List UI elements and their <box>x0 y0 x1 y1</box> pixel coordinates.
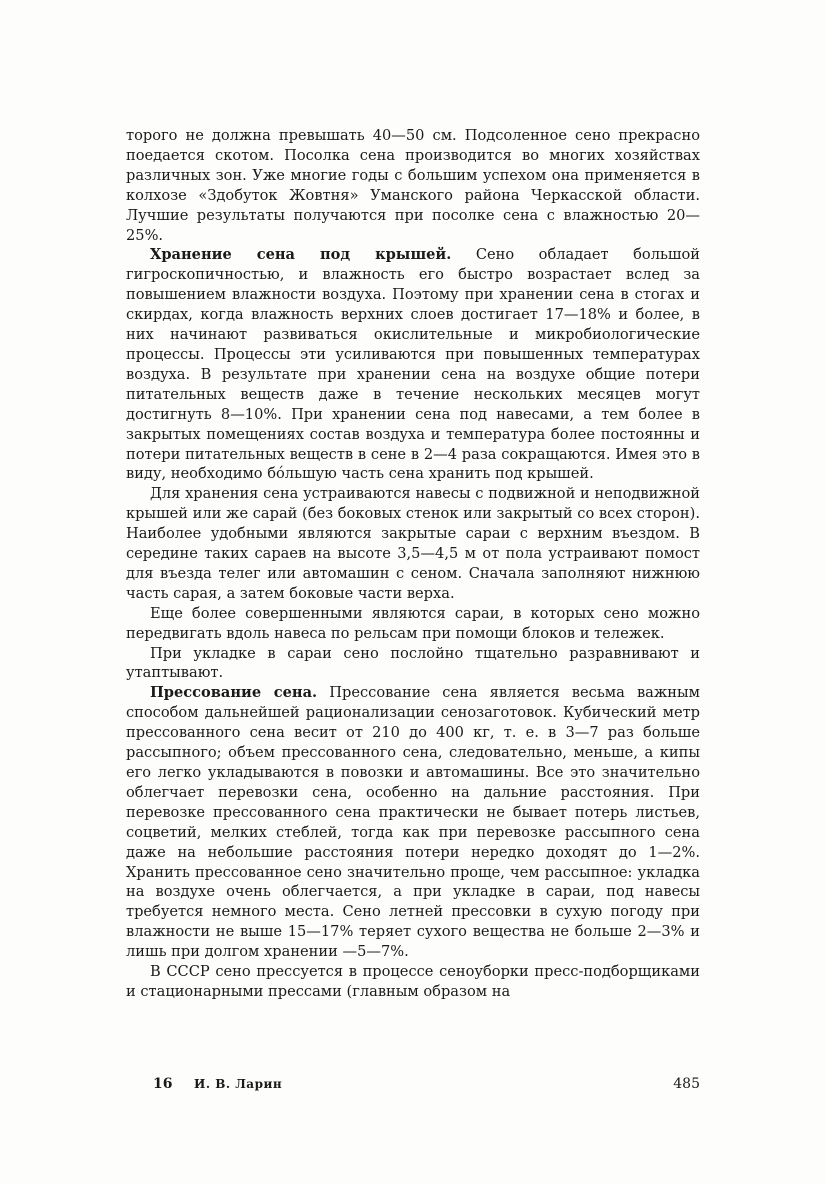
paragraph-storage-text: Сено обладает большой гигроскопичностью, и влажность его быстро возрастает вслед за повышением влажности воздуха. Поэтому при хранении сена в стогах и скирдах, когда влажность верхних слоев достигает 17—18% и более, в них начинают развиваться окислительные и микробиологические процессы. Процессы эти усиливаются при повышенных температурах воздуха. В результате при хранении сена на воздухе общие потери питательных веществ даже в течение нескольких месяцев могут достигнуть 8—10%. При хранении сена под навесами, а тем более в закрытых помещениях состав воздуха и температура более постоянны и потери питательных веществ в сене в 2—4 раза сокращаются. Имея это в виду, необходимо бóльшую часть сена хранить под крышей. <box>126 246 701 483</box>
paragraph-ussr-pressing: В СССР сено прессуется в процессе сеноуборки пресс-подборщиками и стационарными прессами (главным образом на <box>126 963 700 1000</box>
paragraph-storage-under-roof <box>126 245 700 484</box>
author-line: И. В. Ларин <box>194 1077 283 1091</box>
section-heading-pressing: Прессование сена. <box>150 684 318 702</box>
paragraph-pressing <box>126 683 700 962</box>
paragraph-sheds: Для хранения сена устраиваются навесы с подвижной и неподвижной крышей или же сарай (без боковых стенок или закрытый со всех сторон). Наиболее удобными являются закрытые сараи с верхним въездом. В середине таких сараев на высоте 3,5—4,5 м от пола устраивают помост для въезда телег или автомашин с сеном. Сначала заполняют нижнюю часть сарая, а затем боковые части верха. <box>126 485 700 602</box>
page-footer <box>126 1076 700 1098</box>
paragraph-stacking: При укладке в сараи сено послойно тщательно разравнивают и утаптывают. <box>126 644 700 682</box>
paragraph-rails: Еще более совершенными являются сараи, в которых сено можно передвигать вдоль навеса по рельсам при помощи блоков и тележек. <box>126 604 700 642</box>
page-number: 485 <box>673 1076 700 1092</box>
paragraph-pressing-text: Прессование сена является весьма важным способом дальнейшей рационализации сенозаготовок. Кубический метр прессованного сена весит от 210 до 400 кг, т. е. в 3—7 раз больше рассыпного; объем прессованного сена, следовательно, меньше, а кипы его легко укладываются в повозки и автомашины. Все это значительно облегчает перевозки сена, особенно на дальние расстояния. При перевозке прессованного сена практически не бывает потерь листьев, соцветий, мелких стеблей, тогда как при перевозке рассыпного сена даже на небольшие расстояния потери нередко доходят до 1—2%. Хранить прессованное сено значительно проще, чем рассыпное: укладка на воздухе очень облегчается, а при укладке в сараи, под навесы требуется немного места. Сено летней прессовки в сухую погоду при влажности не выше 15—17% теряет сухого вещества не больше 2—3% и лишь при долгом хранении —5—7%. <box>126 684 700 961</box>
signature-mark: 16 <box>153 1076 173 1092</box>
body-text <box>126 126 700 1002</box>
paragraph-salting-continued: торого не должна превышать 40—50 см. Подсоленное сено прекрасно поедается скотом. Посолка сена производится во многих хозяйствах различных зон. Уже многие годы с большим успехом она применяется в колхозе «Здобуток Жовтня» Уманского района Черкасской области. Лучшие результаты получаются при посолке сена с влажностью 20—25%. <box>126 127 700 244</box>
section-heading-storage: Хранение сена под крышей. <box>150 246 452 264</box>
